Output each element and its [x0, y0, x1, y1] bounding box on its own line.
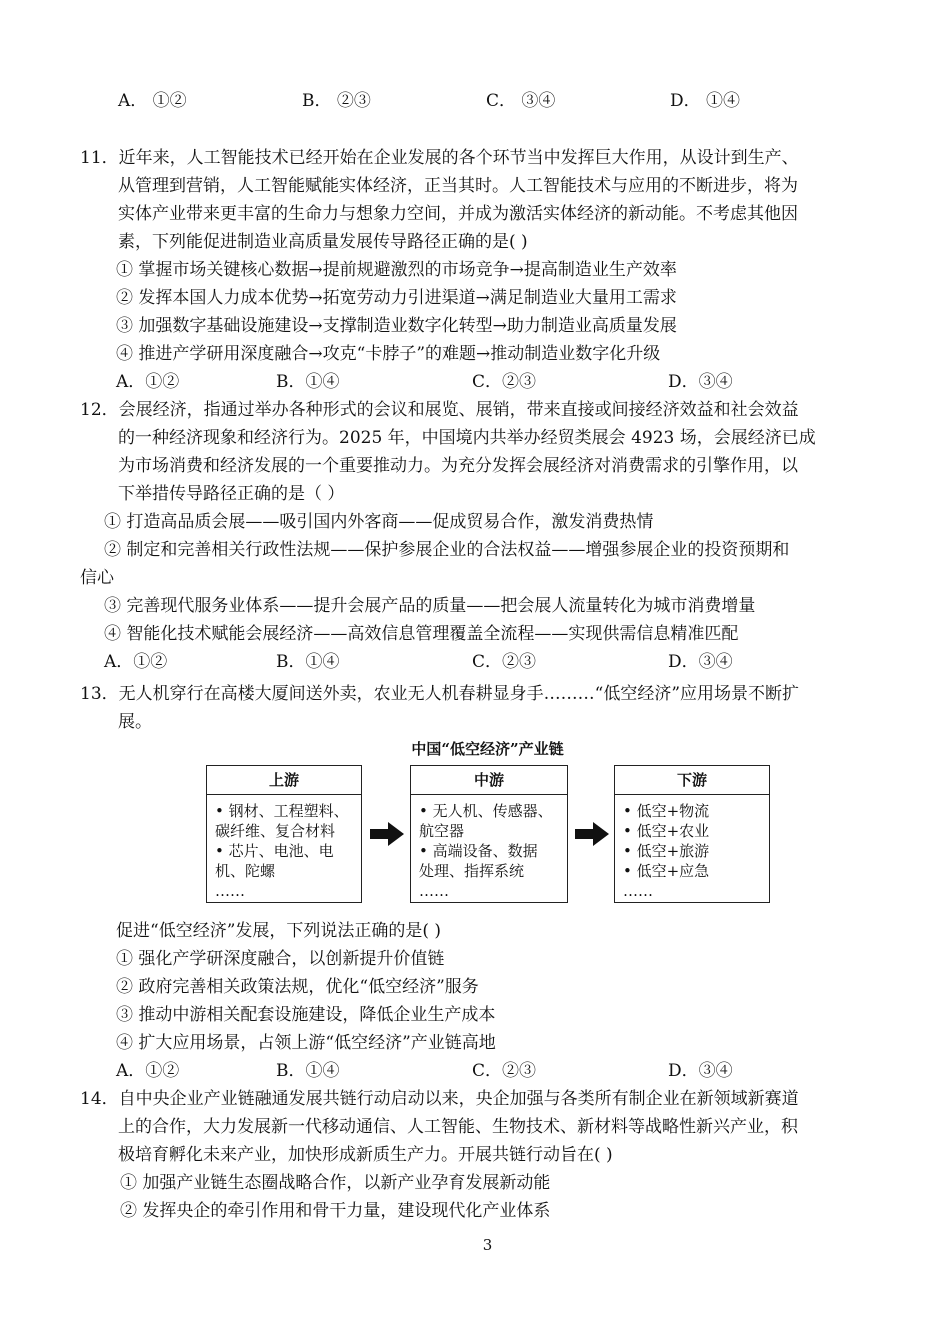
q12-option-d: D．③④	[668, 652, 733, 672]
q10-option-c: C． ③④	[486, 91, 556, 111]
q13-option-a: A．①②	[116, 1061, 180, 1081]
q12-stem-line: 下举措传导路径正确的是（ ）	[118, 484, 345, 504]
q13-stem-line: 13．无人机穿行在高楼大厦间送外卖，农业无人机春耕显身手………“低空经济”应用场景不断扩	[80, 684, 800, 704]
q12-item: ④ 智能化技术赋能会展经济——高效信息管理覆盖全流程——实现供需信息精准匹配	[104, 624, 739, 644]
q13-item: ② 政府完善相关政策法规，优化“低空经济”服务	[116, 977, 479, 997]
q11-stem-line: 素，下列能促进制造业高质量发展传导路径正确的是( )	[118, 232, 528, 252]
q11-option-d: D．③④	[668, 372, 733, 392]
diagram-box-body: • 钢材、工程塑料、 碳纤维、复合材料 • 芯片、电池、电 机、陀螺 ……	[215, 802, 349, 900]
q14-stem-line: 上的合作，大力发展新一代移动通信、人工智能、生物技术、新材料等战略性新兴产业，积	[118, 1117, 798, 1137]
q13-item: ③ 推动中游相关配套设施建设，降低企业生产成本	[116, 1005, 496, 1025]
q14-stem-line: 极培育孵化未来产业，加快形成新质生产力。开展共链行动旨在( )	[118, 1145, 613, 1165]
q11-stem-line: 从管理到营销，人工智能赋能实体经济，正当其时。人工智能技术与应用的不断进步，将为	[118, 176, 798, 196]
arrow-right-icon	[370, 822, 404, 846]
q11-item: ③ 加强数字基础设施建设→支撑制造业数字化转型→助力制造业高质量发展	[116, 316, 677, 336]
diagram-box-midstream	[410, 765, 568, 903]
q13-option-c: C．②③	[472, 1061, 537, 1081]
diagram-box-body: • 无人机、传感器、 航空器 • 高端设备、数据 处理、指挥系统 ……	[419, 802, 553, 900]
q13-option-b: B．①④	[276, 1061, 340, 1081]
q14-item: ② 发挥央企的牵引作用和骨干力量，建设现代化产业体系	[120, 1201, 551, 1221]
q12-item: ① 打造高品质会展——吸引国内外客商——促成贸易合作，激发消费热情	[104, 512, 654, 532]
q10-option-a: A． ①②	[118, 91, 187, 111]
diagram-box-upstream	[206, 765, 362, 903]
q11-item: ① 掌握市场关键核心数据→提前规避激烈的市场竞争→提高制造业生产效率	[116, 260, 677, 280]
q12-stem-line: 的一种经济现象和经济行为。2025 年，中国境内共举办经贸类展会 4923 场，会展经济已成	[118, 428, 816, 448]
q11-item: ④ 推进产学研用深度融合→攻克“卡脖子”的难题→推动制造业数字化升级	[116, 344, 661, 364]
q12-item: ② 制定和完善相关行政性法规——保护参展企业的合法权益——增强参展企业的投资预期和	[104, 540, 790, 560]
q11-item: ② 发挥本国人力成本优势→拓宽劳动力引进渠道→满足制造业大量用工需求	[116, 288, 677, 308]
q13-question: 促进“低空经济”发展，下列说法正确的是( )	[116, 921, 442, 941]
q12-stem-line: 12．会展经济，指通过举办各种形式的会议和展览、展销，带来直接或间接经济效益和社会效益	[80, 400, 799, 420]
diagram-box-body: • 低空+物流 • 低空+农业 • 低空+旅游 • 低空+应急 ……	[623, 802, 710, 900]
q11-option-b: B．①④	[276, 372, 340, 392]
q12-option-a: A．①②	[104, 652, 168, 672]
diagram-box-head: 上游	[207, 766, 361, 795]
arrow-right-icon	[575, 822, 609, 846]
q13-item: ① 强化产学研深度融合，以创新提升价值链	[116, 949, 445, 969]
page-number: 3	[482, 1236, 493, 1254]
q11-option-c: C．②③	[472, 372, 537, 392]
q13-stem-line: 展。	[118, 712, 152, 732]
q10-option-b: B． ②③	[302, 91, 371, 111]
q10-option-d: D． ①④	[670, 91, 741, 111]
q11-option-a: A．①②	[116, 372, 180, 392]
q11-stem-line: 实体产业带来更丰富的生命力与想象力空间，并成为激活实体经济的新动能。不考虑其他因	[118, 204, 798, 224]
q13-option-d: D．③④	[668, 1061, 733, 1081]
diagram-title: 中国“低空经济”产业链	[411, 740, 564, 758]
q14-stem-line: 14．自中央企业产业链融通发展共链行动启动以来，央企加强与各类所有制企业在新领域新赛道	[80, 1089, 799, 1109]
q11-stem-line: 11．近年来，人工智能技术已经开始在企业发展的各个环节当中发挥巨大作用，从设计到生产、	[80, 148, 799, 168]
q14-item: ① 加强产业链生态圈战略合作，以新产业孕育发展新动能	[120, 1173, 551, 1193]
diagram-box-downstream	[614, 765, 770, 903]
q12-option-c: C．②③	[472, 652, 537, 672]
q12-item: ③ 完善现代服务业体系——提升会展产品的质量——把会展人流量转化为城市消费增量	[104, 596, 756, 616]
diagram-box-head: 下游	[615, 766, 769, 795]
q12-option-b: B．①④	[276, 652, 340, 672]
q13-item: ④ 扩大应用场景，占领上游“低空经济”产业链高地	[116, 1033, 496, 1053]
q12-stem-line: 为市场消费和经济发展的一个重要推动力。为充分发挥会展经济对消费需求的引擎作用，以	[118, 456, 798, 476]
diagram-box-head: 中游	[411, 766, 567, 795]
q12-item-continuation: 信心	[80, 568, 114, 588]
